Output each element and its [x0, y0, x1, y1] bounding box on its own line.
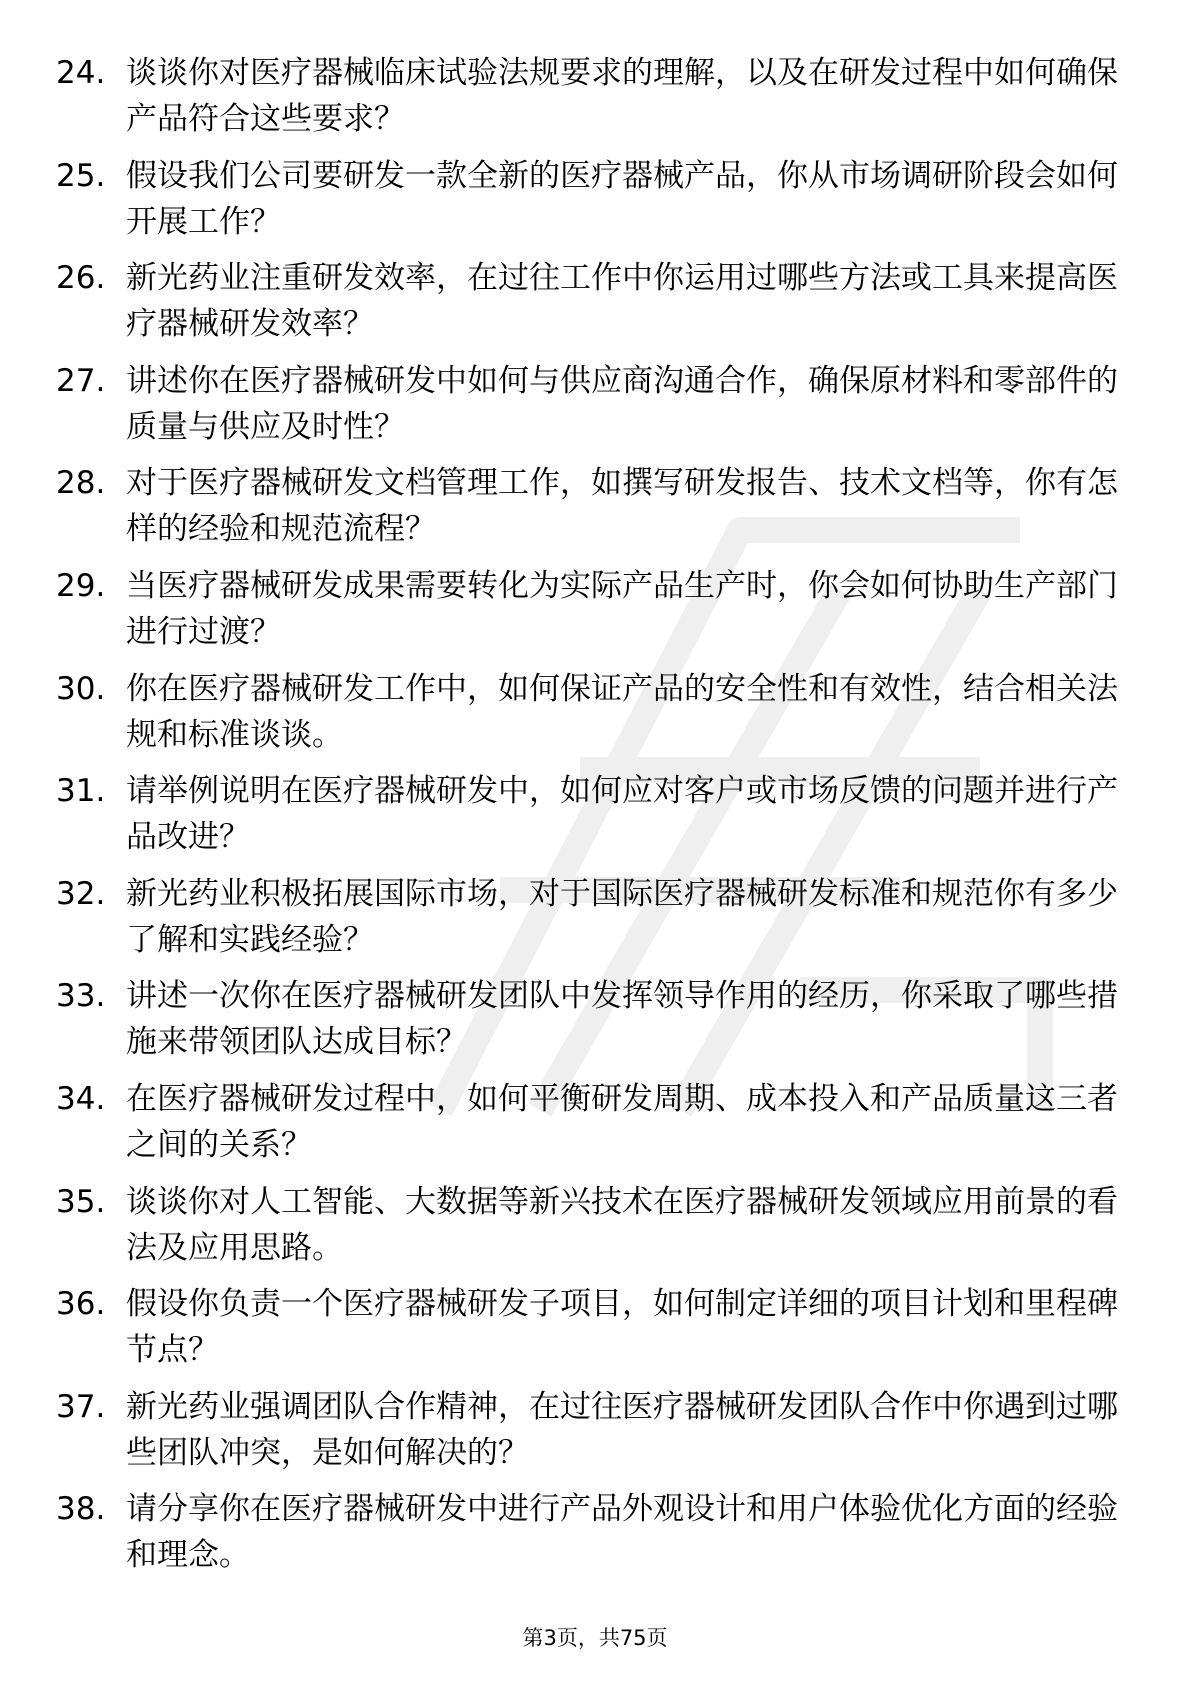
question-item	[56, 1384, 1136, 1476]
question-list	[56, 50, 1136, 1589]
question-number: 31.	[56, 773, 106, 810]
question-item	[56, 255, 1136, 347]
question-text: 新光药业积极拓展国际市场，对于国际医疗器械研发标准和规范你有多少了解和实践经验？	[126, 875, 1118, 958]
question-text: 谈谈你对医疗器械临床试验法规要求的理解，以及在研发过程中如何确保产品符合这些要求？	[126, 55, 1118, 137]
question-number: 36.	[56, 1286, 106, 1323]
question-number: 38.	[56, 1491, 106, 1528]
question-item	[56, 460, 1136, 552]
question-text: 对于医疗器械研发文档管理工作，如撰写研发报告、技术文档等，你有怎样的经验和规范流程？	[126, 465, 1118, 548]
question-text: 谈谈你对人工智能、大数据等新兴技术在医疗器械研发领域应用前景的看法及应用思路。	[126, 1183, 1118, 1266]
question-number: 25.	[56, 157, 106, 194]
page-footer	[0, 1624, 1190, 1652]
question-text: 在医疗器械研发过程中，如何平衡研发周期、成本投入和产品质量这三者之间的关系？	[126, 1080, 1118, 1163]
question-number: 24.	[56, 55, 106, 91]
question-item	[56, 768, 1136, 860]
question-number: 28.	[56, 465, 106, 502]
question-text: 新光药业强调团队合作精神，在过往医疗器械研发团队合作中你遇到过哪些团队冲突，是如何解决的？	[126, 1388, 1118, 1471]
question-item	[56, 1179, 1136, 1271]
question-item	[56, 1281, 1136, 1373]
question-number: 27.	[56, 362, 106, 399]
question-number: 32.	[56, 875, 106, 912]
question-number: 34.	[56, 1080, 106, 1117]
question-text: 假设你负责一个医疗器械研发子项目，如何制定详细的项目计划和里程碑节点？	[126, 1286, 1118, 1369]
question-item	[56, 973, 1136, 1065]
question-text: 你在医疗器械研发工作中，如何保证产品的安全性和有效性，结合相关法规和标准谈谈。	[126, 670, 1118, 753]
question-number: 30.	[56, 670, 106, 707]
question-number: 26.	[56, 260, 106, 297]
question-text: 当医疗器械研发成果需要转化为实际产品生产时，你会如何协助生产部门进行过渡？	[126, 567, 1118, 650]
question-item	[56, 358, 1136, 450]
question-item	[56, 1076, 1136, 1168]
question-text: 请分享你在医疗器械研发中进行产品外观设计和用户体验优化方面的经验和理念。	[126, 1491, 1118, 1574]
question-text: 讲述你在医疗器械研发中如何与供应商沟通合作，确保原材料和零部件的质量与供应及时性？	[126, 362, 1118, 445]
question-number: 35.	[56, 1183, 106, 1220]
question-text: 新光药业注重研发效率，在过往工作中你运用过哪些方法或工具来提高医疗器械研发效率？	[126, 260, 1118, 343]
question-item	[56, 871, 1136, 963]
question-item	[56, 1486, 1136, 1578]
question-item	[56, 153, 1136, 245]
question-item	[56, 50, 1136, 142]
question-text: 讲述一次你在医疗器械研发团队中发挥领导作用的经历，你采取了哪些措施来带领团队达成目标？	[126, 978, 1118, 1061]
question-number: 33.	[56, 978, 106, 1015]
page-number-label: 第3页，共75页	[522, 1626, 668, 1650]
question-number: 29.	[56, 567, 106, 604]
question-number: 37.	[56, 1388, 106, 1425]
question-item	[56, 563, 1136, 655]
question-item	[56, 666, 1136, 758]
question-text: 假设我们公司要研发一款全新的医疗器械产品，你从市场调研阶段会如何开展工作？	[126, 157, 1118, 240]
question-text: 请举例说明在医疗器械研发中，如何应对客户或市场反馈的问题并进行产品改进？	[126, 773, 1118, 856]
